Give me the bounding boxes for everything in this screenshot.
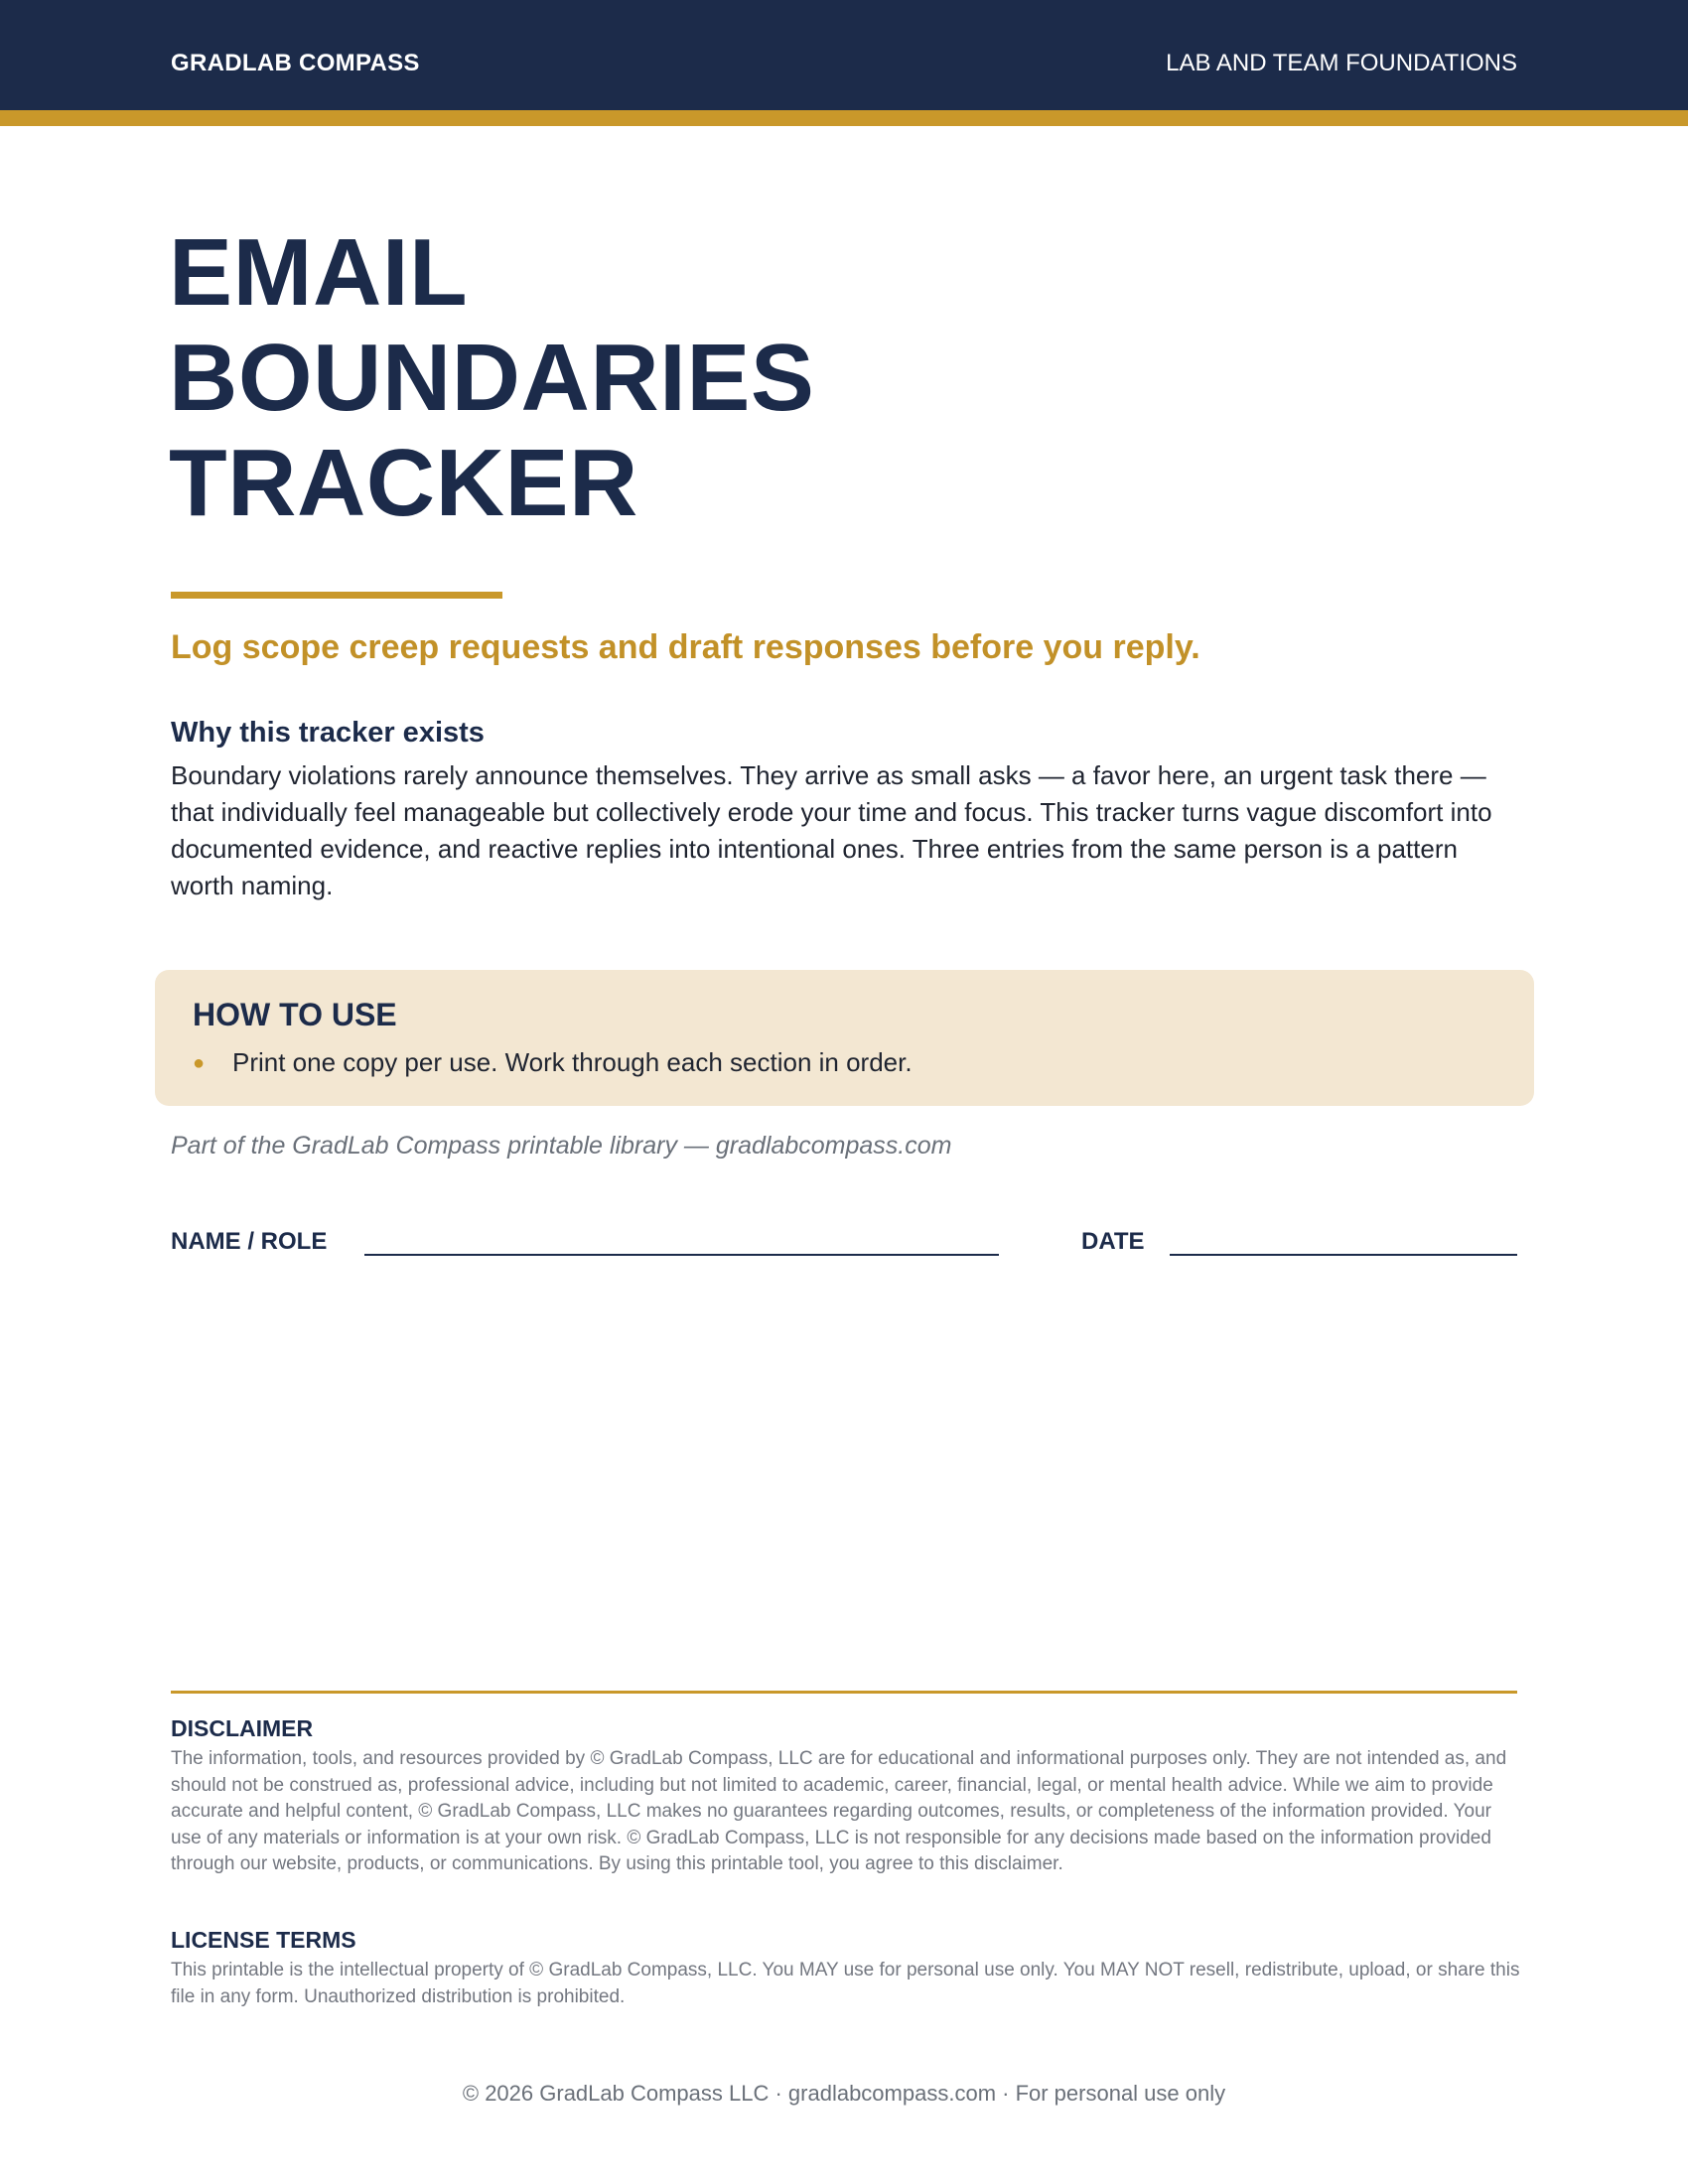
name-role-label: NAME / ROLE <box>171 1228 328 1255</box>
why-body: Boundary violations rarely announce themselves. They arrive as small asks — a favor here, an urgent task there — that individually feel manageable but collectively erode your time and focus. This tracker turns vague discomfort into documented evidence, and reactive replies into intentional ones. Three entries from the same person is a pattern worth naming. <box>171 760 1492 900</box>
title-line: TRACKER <box>169 430 638 536</box>
how-to-use-heading: HOW TO USE <box>193 997 397 1032</box>
section-name: LAB AND TEAM FOUNDATIONS <box>1166 50 1517 76</box>
brand-name: GRADLAB COMPASS <box>171 50 420 76</box>
list-item <box>193 1047 913 1078</box>
bullet-icon: ● <box>193 1052 206 1074</box>
copyright-footer: © 2026 GradLab Compass LLC · gradlabcompass.com · For personal use only <box>462 2081 1226 2106</box>
disclaimer-heading: DISCLAIMER <box>171 1715 314 1741</box>
license-heading: LICENSE TERMS <box>171 1927 356 1953</box>
license-body: This printable is the intellectual property of © GradLab Compass, LLC. You MAY use for personal use only. You MAY NOT resell, redistribute, upload, or share this file in any form. Unauthorized distribution is prohibited. <box>171 1960 1520 2007</box>
title-underline <box>171 592 502 599</box>
footer-divider <box>171 1691 1517 1694</box>
page-title <box>169 220 1460 536</box>
accent-bar <box>0 110 1688 126</box>
title-line: BOUNDARIES <box>169 325 815 431</box>
top-banner <box>0 0 1688 110</box>
list-item-text: Print one copy per use. Work through each section in order. <box>232 1047 913 1077</box>
how-to-use-callout <box>155 970 1534 1106</box>
library-note: Part of the GradLab Compass printable library — gradlabcompass.com <box>171 1132 952 1160</box>
why-heading: Why this tracker exists <box>171 717 485 749</box>
name-role-field[interactable] <box>364 1254 999 1256</box>
date-field[interactable] <box>1170 1254 1517 1256</box>
subtitle: Log scope creep requests and draft responses before you reply. <box>171 628 1200 666</box>
disclaimer-body: The information, tools, and resources provided by © GradLab Compass, LLC are for educational and informational purposes only. They are not intended as, and should not be construed as, professional advice, including but not limited to academic, career, financial, legal, or mental health advice. While we aim to provide accurate and helpful content, © GradLab Compass, LLC makes no guarantees regarding outcomes, results, or completeness of the information provided. Your use of any materials or information is at your own risk. © GradLab Compass, LLC is not responsible for any decisions made based on the information provided through our website, products, or communications. By using this printable tool, you agree to this disclaimer. <box>171 1748 1507 1874</box>
date-label: DATE <box>1081 1228 1145 1255</box>
title-line: EMAIL <box>169 219 469 326</box>
